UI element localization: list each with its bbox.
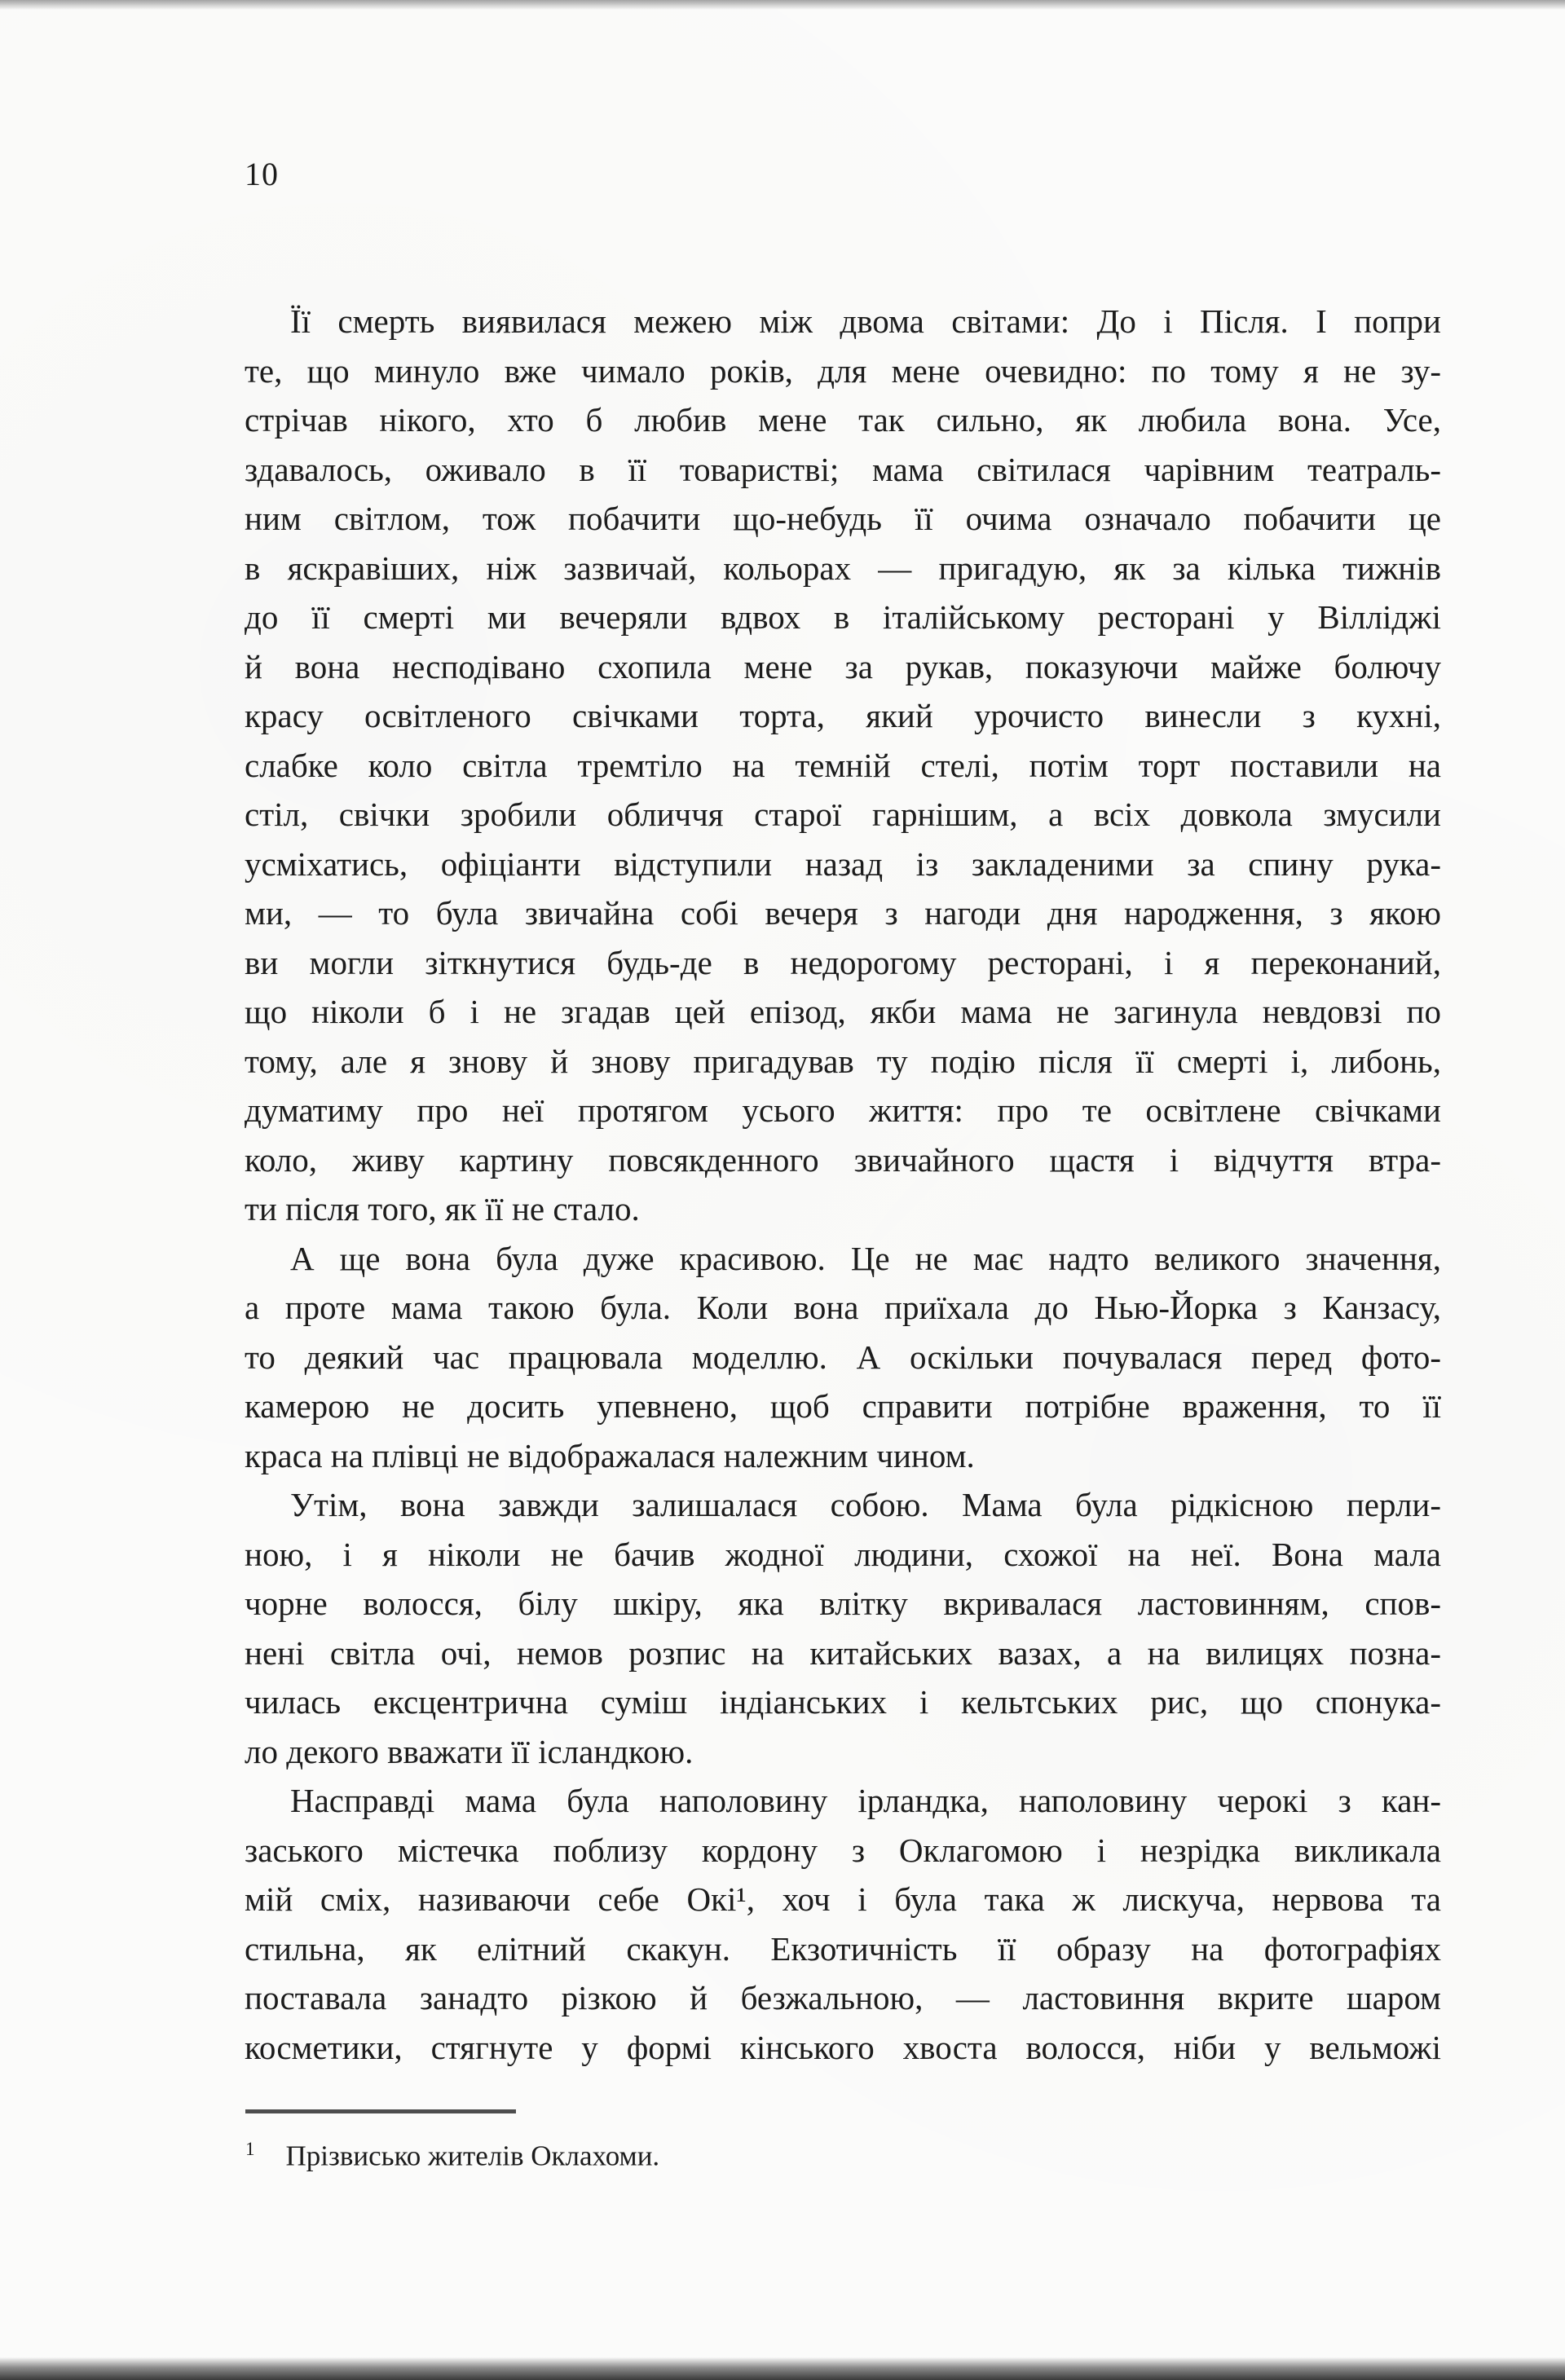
text-line: ним світлом, тож побачити що-небудь її очима означало побачити це [245,500,1441,537]
text-line: то деякий час працювала моделлю. А оскільки почувалася перед фото- [245,1338,1441,1376]
text-line: ною, і я ніколи не бачив жодної людини, схожої на неї. Вона мала [245,1535,1441,1573]
text-line: Насправді мама була наполовину ірландка, наполовину черокі з кан- [290,1782,1441,1819]
text-line: стіл, свічки зробили обличчя старої гарнішим, а всіх довкола змусили [245,796,1441,833]
footnote-separator [245,2109,516,2113]
text-line: те, що минуло вже чимало років, для мене очевидно: по тому я не зу- [245,351,1441,390]
text-line: нені світла очі, немов розпис на китайських вазах, а на вилицях позна- [245,1633,1441,1672]
text-line: що ніколи б і не згадав цей епізод, якби мама не загинула невдовзі по [245,993,1441,1030]
text-line: до її смерті ми вечеряли вдвох в італійському ресторані у Вілліджі [245,598,1441,636]
text-line: косметики, стягнуте у формі кінського хвоста волосся, ніби у вельможі [245,2028,1441,2066]
text-line: мій сміх, називаючи себе Окі¹, хоч і була така ж лискуча, нервова та [245,1880,1441,1918]
text-line: стильна, як елітний скакун. Екзотичність її образу на фотографіях [245,1929,1441,1968]
text-line: краса на плівці не відображалася належним чином. [245,1436,975,1474]
text-line: тому, але я знову й знову пригадував ту подію після її смерті і, либонь, [245,1042,1441,1080]
text-line: камерою не досить упевнено, щоб справити потрібне враження, то її [245,1387,1441,1425]
text-line: й вона несподівано схопила мене за рукав, показуючи майже болючу [245,647,1441,685]
text-line: красу освітленого свічками торта, який урочисто винесли з кухні, [245,697,1441,734]
text-line: ми, — то була звичайна собі вечеря з нагоди дня народження, з якою [245,894,1441,932]
text-line: думатиму про неї протягом усього життя: про те освітлене свічками [245,1091,1441,1129]
text-line: слабке коло світла тремтіло на темній стелі, потім торт поставили на [245,746,1441,784]
footnote [245,2129,1442,2177]
footnote-text: Прізвисько жителів Оклахоми. [285,2140,660,2172]
text-line: коло, живу картину повсякденного звичайного щастя і відчуття втра- [245,1140,1441,1179]
text-block [245,297,1441,2072]
text-line: ло декого вважати її ісландкою. [245,1732,694,1770]
text-line: Утім, вона завжди залишалася собою. Мама була рідкісною перли- [290,1486,1441,1523]
text-line: усміхатись, офіціанти відступили назад із закладеними за спину рука- [245,844,1441,883]
scan-edge-bottom [0,2357,1565,2380]
text-line: чорне волосся, білу шкіру, яка влітку вкривалася ластовинням, спов- [245,1584,1441,1622]
footnote-marker: 1 [245,2139,255,2159]
text-line: ви могли зіткнутися будь-де в недорогому ресторані, і я переконаний, [245,943,1441,981]
text-line: Її смерть виявилася межею між двома світами: До і Після. І попри [290,302,1441,340]
text-line: заського містечка поблизу кордону з Оклагомою і незрідка викликала [245,1831,1441,1869]
text-line: поставала занадто різкою й безжальною, — ластовиння вкрите шаром [245,1979,1441,2016]
text-line: стрічав нікого, хто б любив мене так сильно, як любила вона. Усе, [245,401,1441,439]
text-line: а проте мама такою була. Коли вона приїхала до Нью-Йорка з Канзасу, [245,1289,1441,1326]
text-line: ти після того, як її не стало. [245,1190,640,1227]
text-line: здавалось, оживало в її товаристві; мама світилася чарівним театраль- [245,450,1441,488]
scan-edge-top [0,0,1565,10]
text-line: чилась ексцентрична суміш індіанських і кельтських рис, що спонука- [245,1683,1441,1721]
text-line: А ще вона була дуже красивою. Це не має надто великого значення, [290,1239,1441,1277]
text-line: в яскравіших, ніж зазвичай, кольорах — пригадую, як за кілька тижнів [245,549,1441,587]
page-number: 10 [245,156,279,192]
